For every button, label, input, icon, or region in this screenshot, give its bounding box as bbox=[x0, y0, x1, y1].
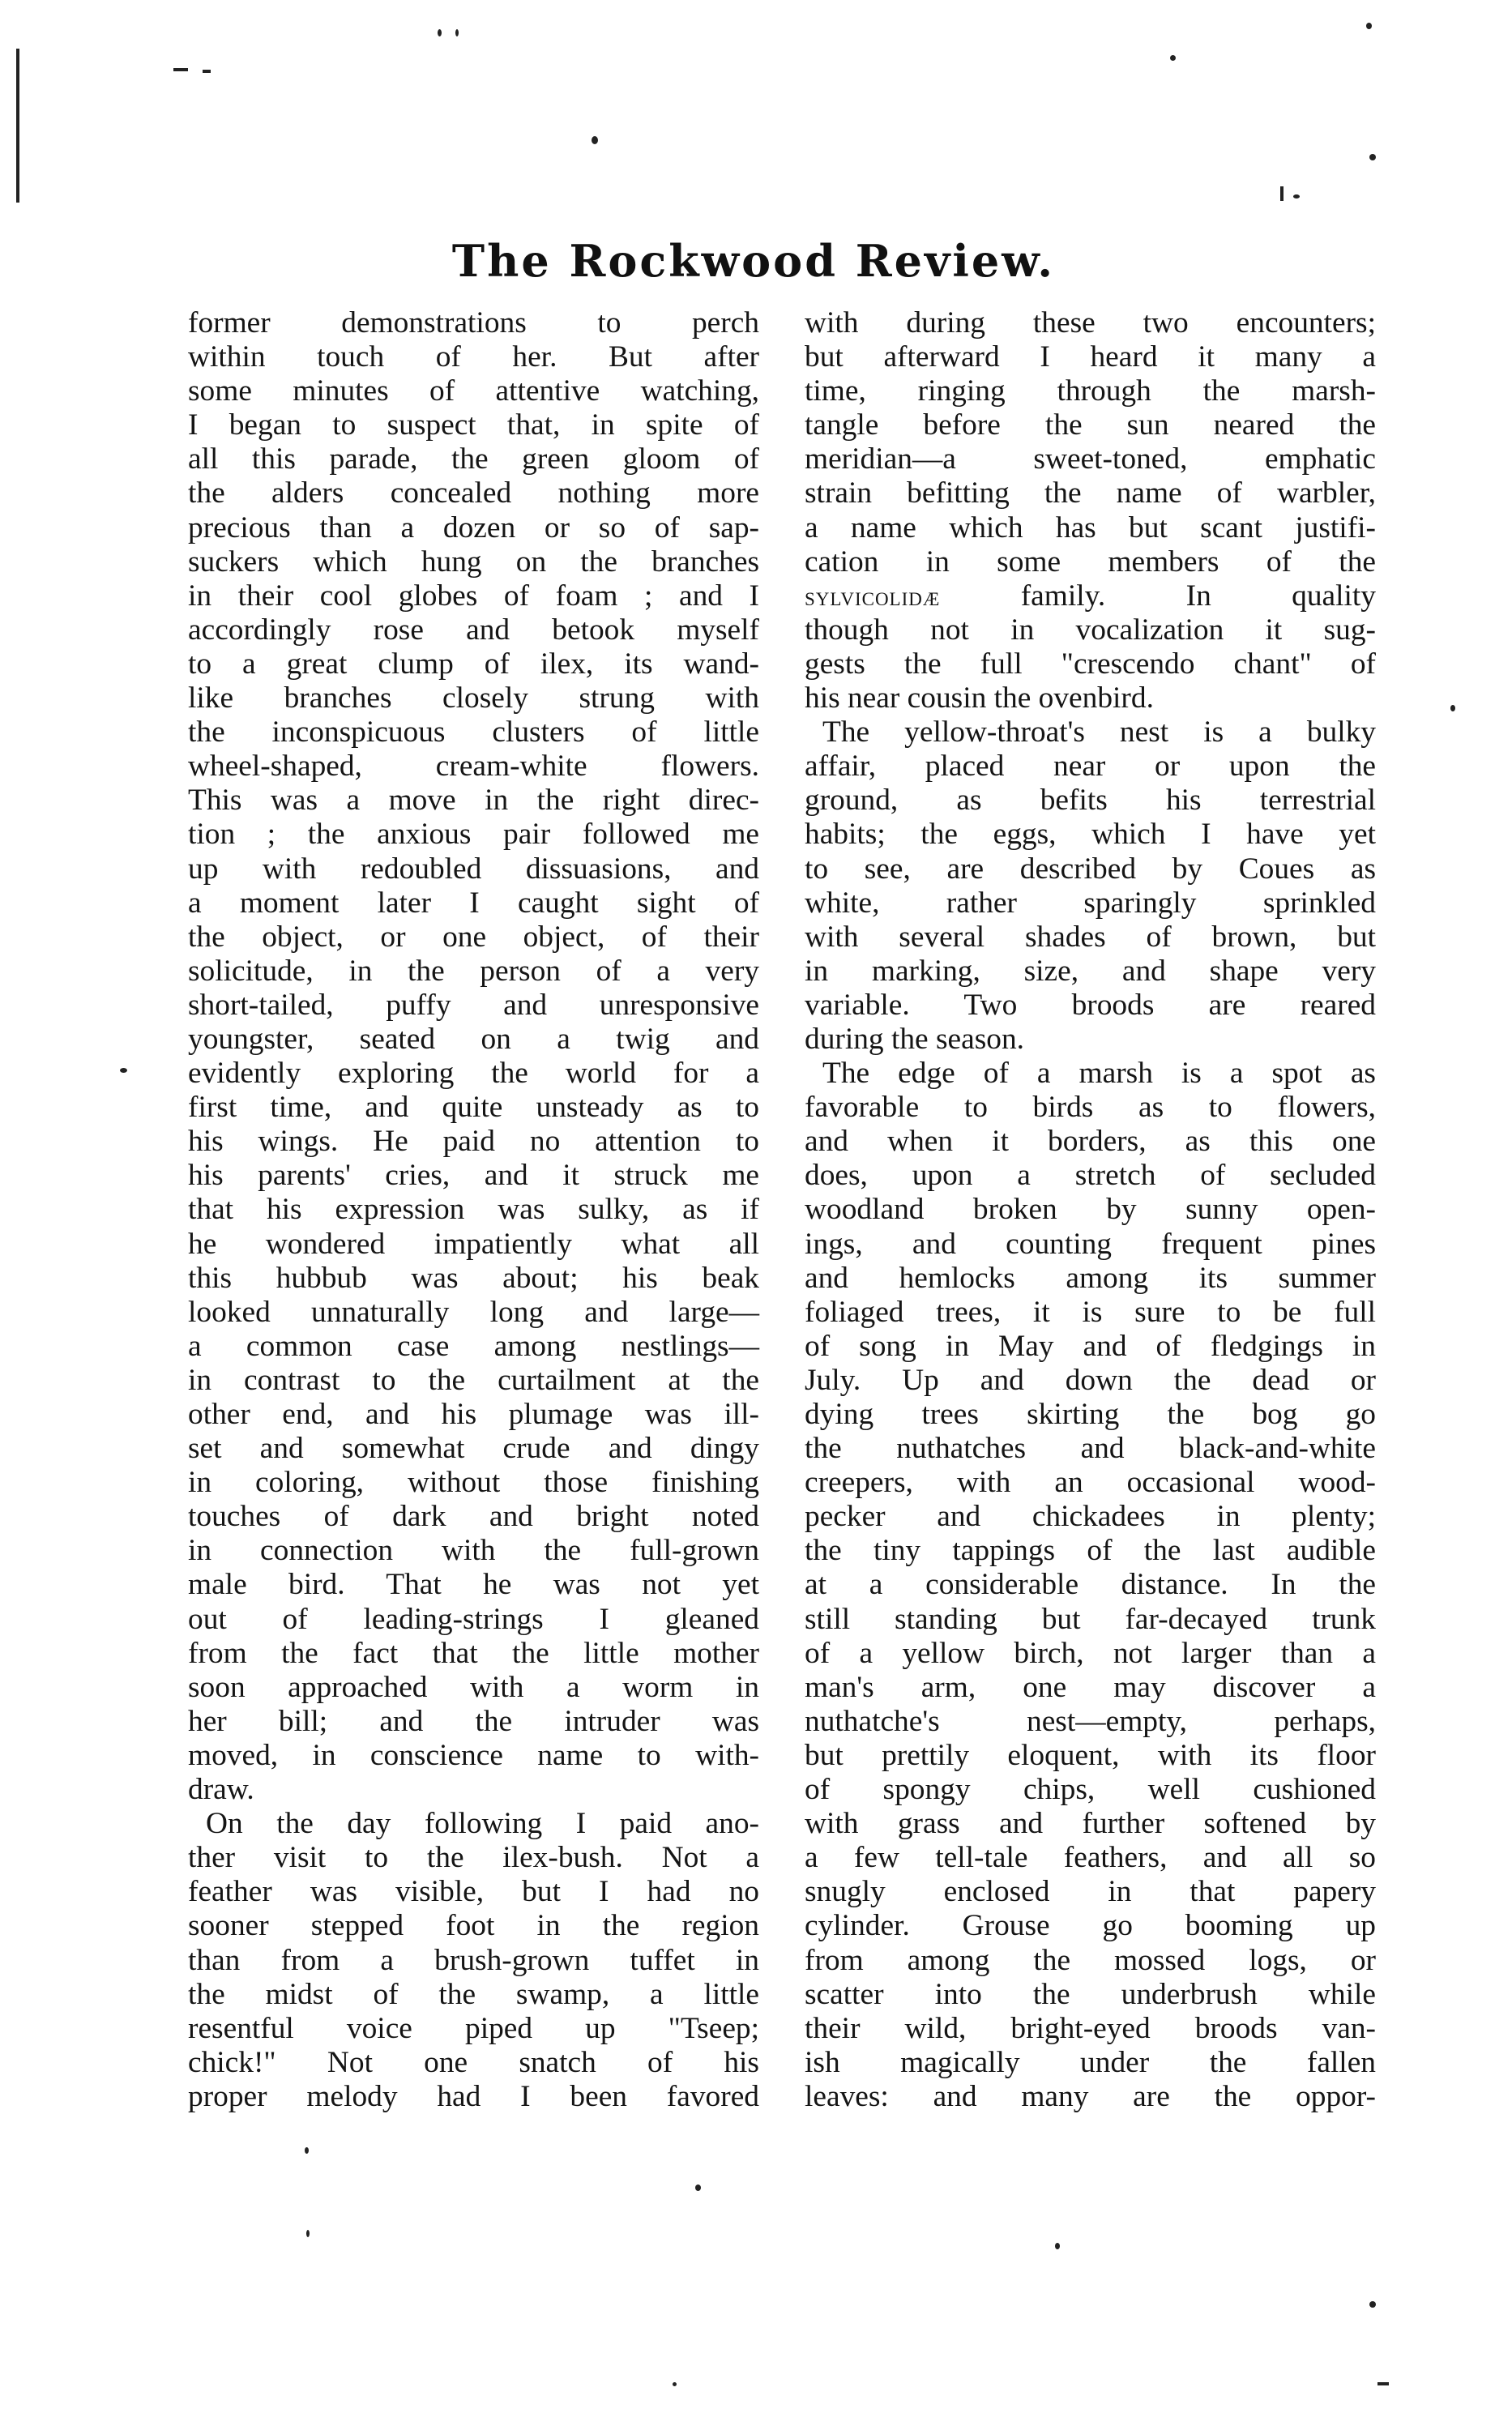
left-text-column bbox=[188, 306, 759, 2114]
text-line: but prettily eloquent, with its floor bbox=[805, 1738, 1376, 1772]
scan-speck bbox=[1366, 23, 1372, 29]
text-line: all this parade, the green gloom of bbox=[188, 442, 759, 476]
scan-mark bbox=[1280, 186, 1283, 201]
text-line: with several shades of brown, but bbox=[805, 920, 1376, 954]
page-masthead: The Rockwood Review. bbox=[451, 235, 1056, 287]
text-line: creepers, with an occasional wood- bbox=[805, 1466, 1376, 1500]
text-line: from among the mossed logs, or bbox=[805, 1943, 1376, 1977]
text-line: evidently exploring the world for a bbox=[188, 1057, 759, 1091]
text-line: he wondered impatiently what all bbox=[188, 1227, 759, 1261]
scan-speck bbox=[1170, 55, 1176, 61]
text-line: the alders concealed nothing more bbox=[188, 476, 759, 510]
scan-speck bbox=[305, 2147, 309, 2154]
text-line: white, rather sparingly sprinkled bbox=[805, 886, 1376, 920]
text-line: proper melody had I been favored bbox=[188, 2079, 759, 2113]
text-line: chick!" Not one snatch of his bbox=[188, 2045, 759, 2079]
scan-mark bbox=[1377, 2382, 1389, 2385]
text-line: and when it borders, as this one bbox=[805, 1125, 1376, 1159]
text-line: this hubbub was about; his beak bbox=[188, 1261, 759, 1295]
scan-speck bbox=[673, 2382, 677, 2386]
text-line: his near cousin the ovenbird. bbox=[805, 681, 1154, 715]
scan-speck bbox=[1369, 154, 1376, 160]
text-line: This was a move in the right direc- bbox=[188, 784, 759, 818]
text-line: in contrast to the curtailment at the bbox=[188, 1363, 759, 1397]
text-line: July. Up and down the dead or bbox=[805, 1363, 1376, 1397]
small-caps-word: sylvicolidæ bbox=[805, 582, 941, 612]
scan-speck bbox=[455, 29, 459, 36]
scan-mark bbox=[203, 70, 211, 73]
text-line: cation in some members of the bbox=[805, 545, 1376, 579]
text-line: time, ringing through the marsh- bbox=[805, 374, 1376, 408]
text-line: up with redoubled dissuasions, and bbox=[188, 852, 759, 886]
text-line: touches of dark and bright noted bbox=[188, 1500, 759, 1534]
text-line: in coloring, without those finishing bbox=[188, 1466, 759, 1500]
text-line: than from a brush-grown tuffet in bbox=[188, 1943, 759, 1977]
text-line: leaves: and many are the oppor- bbox=[805, 2079, 1376, 2113]
text-line: favorable to birds as to flowers, bbox=[805, 1091, 1376, 1125]
text-line: dying trees skirting the bog go bbox=[805, 1398, 1376, 1431]
text-line: to a great clump of ilex, its wand- bbox=[188, 647, 759, 681]
text-line: suckers which hung on the branches bbox=[188, 545, 759, 579]
text-line: the midst of the swamp, a little bbox=[188, 1977, 759, 2011]
scan-mark bbox=[16, 49, 19, 203]
text-line: still standing but far-decayed trunk bbox=[805, 1602, 1376, 1636]
text-line: moved, in conscience name to with- bbox=[188, 1738, 759, 1772]
right-text-column bbox=[805, 306, 1376, 2114]
text-line: accordingly rose and betook myself bbox=[188, 613, 759, 647]
text-line: first time, and quite unsteady as to bbox=[188, 1091, 759, 1125]
text-line: a few tell-tale feathers, and all so bbox=[805, 1841, 1376, 1875]
text-line: short-tailed, puffy and unresponsive bbox=[188, 988, 759, 1022]
text-line: youngster, seated on a twig and bbox=[188, 1022, 759, 1056]
scan-speck bbox=[1369, 2301, 1376, 2308]
text-line: The edge of a marsh is a spot as bbox=[822, 1057, 1376, 1091]
text-line: feather was visible, but I had no bbox=[188, 1875, 759, 1909]
text-line: solicitude, in the person of a very bbox=[188, 954, 759, 988]
text-line: but afterward I heard it many a bbox=[805, 340, 1376, 374]
text-line: draw. bbox=[188, 1773, 254, 1807]
text-line: ish magically under the fallen bbox=[805, 2045, 1376, 2079]
scan-speck bbox=[695, 2185, 701, 2191]
text-line: woodland broken by sunny open- bbox=[805, 1193, 1376, 1227]
text-line: former demonstrations to perch bbox=[188, 306, 759, 340]
scan-speck bbox=[1450, 705, 1455, 711]
text-line: affair, placed near or upon the bbox=[805, 750, 1376, 784]
text-line: and hemlocks among its summer bbox=[805, 1261, 1376, 1295]
text-line: in connection with the full-grown bbox=[188, 1534, 759, 1568]
text-line: scatter into the underbrush while bbox=[805, 1977, 1376, 2011]
text-line: their wild, bright-eyed broods van- bbox=[805, 2011, 1376, 2045]
text-line: other end, and his plumage was ill- bbox=[188, 1398, 759, 1431]
text-line: in marking, size, and shape very bbox=[805, 954, 1376, 988]
text-line: a moment later I caught sight of bbox=[188, 886, 759, 920]
text-line: pecker and chickadees in plenty; bbox=[805, 1500, 1376, 1534]
text-line: his parents' cries, and it struck me bbox=[188, 1159, 759, 1193]
text-line: ground, as befits his terrestrial bbox=[805, 784, 1376, 818]
text-line: male bird. That he was not yet bbox=[188, 1568, 759, 1602]
text-line: the inconspicuous clusters of little bbox=[188, 715, 759, 750]
scan-speck bbox=[1293, 194, 1300, 199]
text-line: in their cool globes of foam ; and I bbox=[188, 579, 759, 613]
text-line: his wings. He paid no attention to bbox=[188, 1125, 759, 1159]
text-line: nuthatche's nest—empty, perhaps, bbox=[805, 1704, 1376, 1738]
text-line: ings, and counting frequent pines bbox=[805, 1227, 1376, 1261]
scan-speck bbox=[306, 2230, 310, 2237]
text-line: I began to suspect that, in spite of bbox=[188, 408, 759, 442]
text-line: like branches closely strung with bbox=[188, 681, 759, 715]
text-line: sylvicolidæ family. In quality bbox=[805, 579, 1376, 613]
text-line: sooner stepped foot in the region bbox=[188, 1909, 759, 1943]
text-line: of a yellow birch, not larger than a bbox=[805, 1636, 1376, 1670]
text-line: variable. Two broods are reared bbox=[805, 988, 1376, 1022]
text-line: wheel-shaped, cream-white flowers. bbox=[188, 750, 759, 784]
text-line: The yellow-throat's nest is a bulky bbox=[822, 715, 1376, 750]
text-line: precious than a dozen or so of sap- bbox=[188, 510, 759, 545]
text-line: does, upon a stretch of secluded bbox=[805, 1159, 1376, 1193]
text-line: the nuthatches and black-and-white bbox=[805, 1432, 1376, 1466]
text-line: a name which has but scant justifi- bbox=[805, 510, 1376, 545]
text-line: though not in vocalization it sug- bbox=[805, 613, 1376, 647]
text-line: snugly enclosed in that papery bbox=[805, 1875, 1376, 1909]
text-line: man's arm, one may discover a bbox=[805, 1670, 1376, 1704]
text-line: of song in May and of fledgings in bbox=[805, 1329, 1376, 1363]
text-line: from the fact that the little mother bbox=[188, 1636, 759, 1670]
scan-speck bbox=[592, 136, 598, 144]
text-line: ther visit to the ilex-bush. Not a bbox=[188, 1841, 759, 1875]
text-line: resentful voice piped up "Tseep; bbox=[188, 2011, 759, 2045]
text-line: to see, are described by Coues as bbox=[805, 852, 1376, 886]
text-line: the tiny tappings of the last audible bbox=[805, 1534, 1376, 1568]
text-line: at a considerable distance. In the bbox=[805, 1568, 1376, 1602]
scan-speck bbox=[120, 1068, 127, 1073]
text-line: gests the full "crescendo chant" of bbox=[805, 647, 1376, 681]
text-line: soon approached with a worm in bbox=[188, 1670, 759, 1704]
text-line: some minutes of attentive watching, bbox=[188, 374, 759, 408]
text-line: strain befitting the name of warbler, bbox=[805, 476, 1376, 510]
text-line: within touch of her. But after bbox=[188, 340, 759, 374]
text-line: foliaged trees, it is sure to be full bbox=[805, 1295, 1376, 1329]
text-line: cylinder. Grouse go booming up bbox=[805, 1909, 1376, 1943]
text-line: during the season. bbox=[805, 1022, 1025, 1056]
scan-speck bbox=[1055, 2243, 1060, 2249]
text-line: that his expression was sulky, as if bbox=[188, 1193, 759, 1227]
text-line: habits; the eggs, which I have yet bbox=[805, 818, 1376, 852]
scan-mark bbox=[173, 68, 188, 71]
text-line: her bill; and the intruder was bbox=[188, 1704, 759, 1738]
text-line: the object, or one object, of their bbox=[188, 920, 759, 954]
scan-speck bbox=[438, 29, 442, 36]
text-line: tangle before the sun neared the bbox=[805, 408, 1376, 442]
text-line: On the day following I paid ano- bbox=[206, 1807, 759, 1841]
text-line: a common case among nestlings— bbox=[188, 1329, 759, 1363]
text-line: tion ; the anxious pair followed me bbox=[188, 818, 759, 852]
text-line: set and somewhat crude and dingy bbox=[188, 1432, 759, 1466]
text-line: with during these two encounters; bbox=[805, 306, 1376, 340]
text-line: looked unnaturally long and large— bbox=[188, 1295, 759, 1329]
text-line: out of leading-strings I gleaned bbox=[188, 1602, 759, 1636]
text-line: meridian—a sweet-toned, emphatic bbox=[805, 442, 1376, 476]
text-line: of spongy chips, well cushioned bbox=[805, 1773, 1376, 1807]
text-line: with grass and further softened by bbox=[805, 1807, 1376, 1841]
